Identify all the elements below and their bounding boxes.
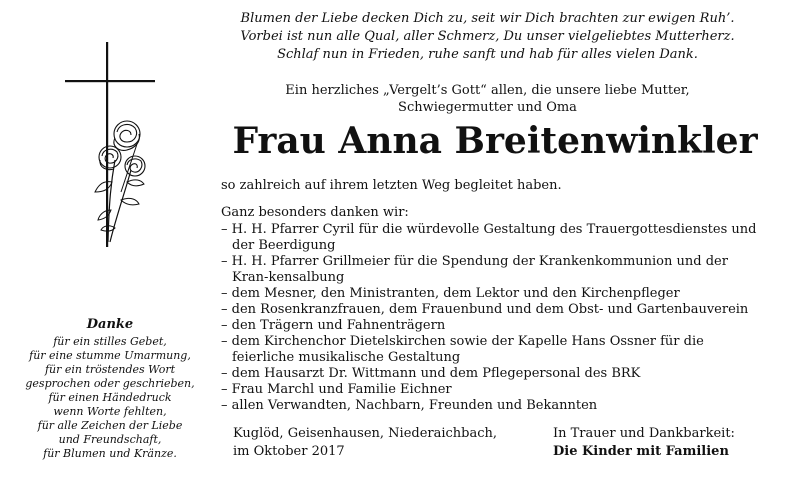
- list-item: – dem Hausarzt Dr. Wittmann und dem Pflegepersonal des BRK: [221, 366, 641, 381]
- list-item: – den Trägern und Fahnenträgern: [221, 318, 446, 333]
- poem: [215, 10, 760, 64]
- deceased-name: Frau Anna Breitenwinkler: [232, 120, 758, 162]
- signature: [553, 425, 735, 461]
- list-item: – Frau Marchl und Familie Eichner: [221, 382, 452, 397]
- danke-line: für einen Händedruck: [48, 391, 172, 404]
- signature-family: Die Kinder mit Familien: [553, 444, 729, 459]
- list-item: – den Rosenkranzfrauen, dem Frauenbund und dem Obst- und Gartenbauverein: [221, 302, 749, 317]
- list-item: – H. H. Pfarrer Cyril für die würdevolle Gestaltung des Trauergottesdienstes und der Beerdigung: [221, 222, 757, 253]
- cross-with-roses-icon: [65, 42, 175, 252]
- list-item: – dem Mesner, den Ministranten, dem Lektor und den Kirchenpfleger: [221, 286, 680, 301]
- list-item: – allen Verwandten, Nachbarn, Freunden und Bekannten: [221, 398, 598, 413]
- location-line: Kuglöd, Geisenhausen, Niederaichbach,: [233, 426, 498, 441]
- danke-block: [20, 316, 200, 461]
- danke-line: gesprochen oder geschrieben,: [25, 377, 195, 390]
- intro-line: Ein herzliches „Vergelt’s Gott“ allen, die unsere liebe Mutter,: [285, 83, 690, 98]
- date-line: im Oktober 2017: [233, 444, 345, 459]
- intro-text: [215, 82, 760, 116]
- location-date: [233, 425, 497, 461]
- accompanied-text: so zahlreich auf ihrem letzten Weg begleitet haben.: [221, 178, 562, 193]
- thanks-intro: Ganz besonders danken wir:: [221, 205, 409, 220]
- danke-line: für Blumen und Kränze.: [43, 447, 177, 460]
- list-item: – H. H. Pfarrer Grillmeier für die Spendung der Krankenkommunion und der Kran-kensalbung: [221, 254, 728, 285]
- thanks-list: [221, 222, 766, 414]
- danke-line: für ein stilles Gebet,: [53, 335, 167, 348]
- danke-line: für ein tröstendes Wort: [44, 363, 176, 376]
- danke-line: und Freundschaft,: [58, 433, 162, 446]
- poem-line: Vorbei ist nun alle Qual, aller Schmerz, Du unser vielgeliebtes Mutterherz.: [240, 29, 735, 44]
- signature-intro: In Trauer und Dankbarkeit:: [553, 426, 735, 441]
- danke-line: für alle Zeichen der Liebe: [37, 419, 183, 432]
- poem-line: Blumen der Liebe decken Dich zu, seit wir Dich brachten zur ewigen Ruh’.: [240, 11, 735, 26]
- intro-line: Schwiegermutter und Oma: [398, 100, 577, 115]
- poem-line: Schlaf nun in Frieden, ruhe sanft und hab für alles vielen Dank.: [277, 47, 698, 62]
- danke-title: Danke: [86, 317, 134, 332]
- list-item: – dem Kirchenchor Dietelskirchen sowie der Kapelle Hans Ossner für die feierliche musikalische Gestaltung: [221, 334, 704, 365]
- danke-line: für eine stumme Umarmung,: [29, 349, 191, 362]
- danke-line: wenn Worte fehlten,: [53, 405, 167, 418]
